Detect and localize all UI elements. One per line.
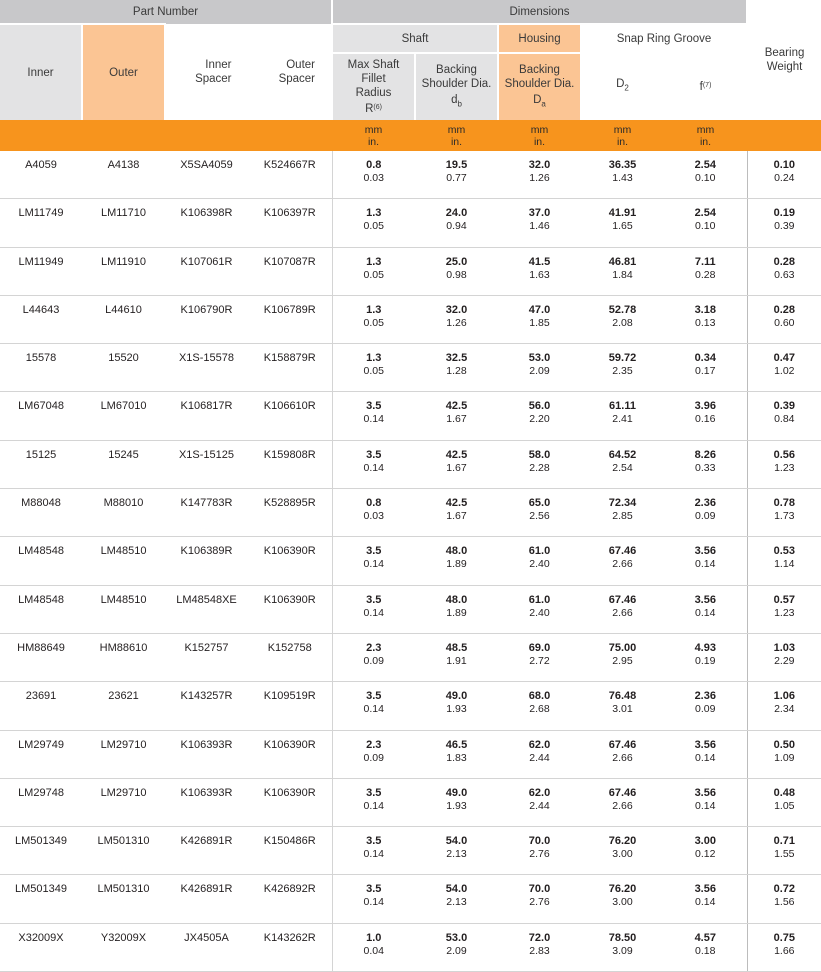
inner-cell: LM11749 <box>0 199 82 247</box>
bearing-weight-cell: 0.39 0.84 <box>747 392 821 440</box>
outer-spacer-cell: K524667R <box>248 151 332 199</box>
inner-cell: 23691 <box>0 682 82 730</box>
fillet-radius-cell: 3.5 0.14 <box>332 392 415 440</box>
inner-spacer-cell: LM48548XE <box>165 585 248 633</box>
table-row <box>0 682 821 730</box>
bearing-weight-cell: 0.28 0.60 <box>747 295 821 343</box>
shaft-backing-cell: 46.5 1.83 <box>415 730 498 778</box>
unit-cell-da: mm in. <box>498 120 581 151</box>
groove-f-cell: 2.36 0.09 <box>664 489 747 537</box>
inner-cell: LM48548 <box>0 585 82 633</box>
groove-d2-cell: 52.78 2.08 <box>581 295 664 343</box>
table-row <box>0 875 821 923</box>
housing-backing-cell: 69.0 2.72 <box>498 633 581 681</box>
inner-cell: A4059 <box>0 151 82 199</box>
outer-cell: LM11910 <box>82 247 165 295</box>
fillet-radius-cell: 1.3 0.05 <box>332 247 415 295</box>
fillet-radius-cell: 2.3 0.09 <box>332 730 415 778</box>
inner-spacer-cell: K426891R <box>165 827 248 875</box>
outer-cell: LM29710 <box>82 730 165 778</box>
unit-cell-r: mm in. <box>332 120 415 151</box>
fillet-radius-cell: 1.3 0.05 <box>332 199 415 247</box>
groove-f-cell: 2.36 0.09 <box>664 682 747 730</box>
table-row <box>0 537 821 585</box>
table-body <box>0 151 821 972</box>
groove-d2-cell: 61.11 2.41 <box>581 392 664 440</box>
outer-spacer-cell: K106390R <box>248 585 332 633</box>
groove-f-cell: 3.96 0.16 <box>664 392 747 440</box>
unit-cell-d2: mm in. <box>581 120 664 151</box>
unit-cell-db: mm in. <box>415 120 498 151</box>
fillet-radius-cell: 1.3 0.05 <box>332 295 415 343</box>
outer-cell: 15245 <box>82 440 165 488</box>
housing-backing-cell: 53.0 2.09 <box>498 344 581 392</box>
shaft-backing-cell: 48.5 1.91 <box>415 633 498 681</box>
table-row <box>0 247 821 295</box>
outer-cell: LM29710 <box>82 778 165 826</box>
inner-cell: 15578 <box>0 344 82 392</box>
inner-spacer-cell: K106393R <box>165 730 248 778</box>
inner-spacer-cell: K106393R <box>165 778 248 826</box>
inner-spacer-cell: K106398R <box>165 199 248 247</box>
groove-d2-cell: 46.81 1.84 <box>581 247 664 295</box>
outer-cell: 15520 <box>82 344 165 392</box>
max-shaft-fillet-header <box>332 53 415 120</box>
bearing-weight-cell: 0.28 0.63 <box>747 247 821 295</box>
groove-d2-cell: 64.52 2.54 <box>581 440 664 488</box>
bearing-weight-label: Bearing Weight <box>764 47 805 73</box>
backing-shoulder-housing-label: Backing Shoulder Dia. <box>504 63 575 90</box>
table-row <box>0 489 821 537</box>
groove-f-cell: 0.34 0.17 <box>664 344 747 392</box>
fillet-radius-cell: 3.5 0.14 <box>332 537 415 585</box>
shaft-backing-cell: 48.0 1.89 <box>415 585 498 633</box>
groove-d2-cell: 72.34 2.85 <box>581 489 664 537</box>
bearing-weight-cell: 0.10 0.24 <box>747 151 821 199</box>
shaft-backing-cell: 32.0 1.26 <box>415 295 498 343</box>
max-shaft-fillet-label: Max Shaft Fillet Radius <box>347 59 400 99</box>
groove-f-cell: 3.56 0.14 <box>664 778 747 826</box>
groove-d2-cell: 36.35 1.43 <box>581 151 664 199</box>
housing-backing-cell: 70.0 2.76 <box>498 827 581 875</box>
housing-backing-cell: 41.5 1.63 <box>498 247 581 295</box>
shaft-header: Shaft <box>332 24 498 53</box>
housing-backing-cell: 68.0 2.68 <box>498 682 581 730</box>
housing-backing-cell: 56.0 2.20 <box>498 392 581 440</box>
outer-spacer-cell: K143262R <box>248 923 332 971</box>
da-symbol: $D_a$ <box>533 93 546 109</box>
inner-spacer-cell: K143257R <box>165 682 248 730</box>
outer-cell: Y32009X <box>82 923 165 971</box>
groove-f-cell: 2.54 0.10 <box>664 199 747 247</box>
shaft-backing-cell: 24.0 0.94 <box>415 199 498 247</box>
r-symbol: $R^{(6)}$ <box>365 103 382 115</box>
groove-d2-cell: 78.50 3.09 <box>581 923 664 971</box>
table-row <box>0 440 821 488</box>
table-row <box>0 923 821 971</box>
groove-f-cell: 3.00 0.12 <box>664 827 747 875</box>
outer-spacer-cell: K106390R <box>248 778 332 826</box>
d2-header: $D_2$ <box>581 53 664 120</box>
inner-cell: LM48548 <box>0 537 82 585</box>
groove-f-cell: 4.57 0.18 <box>664 923 747 971</box>
inner-spacer-cell: K147783R <box>165 489 248 537</box>
outer-spacer-cell: K158879R <box>248 344 332 392</box>
housing-backing-cell: 62.0 2.44 <box>498 730 581 778</box>
outer-spacer-header <box>248 24 332 120</box>
inner-spacer-header <box>165 24 248 120</box>
fillet-radius-cell: 3.5 0.14 <box>332 682 415 730</box>
inner-spacer-cell: K106389R <box>165 537 248 585</box>
housing-backing-cell: 65.0 2.56 <box>498 489 581 537</box>
bearing-weight-cell: 0.50 1.09 <box>747 730 821 778</box>
fillet-radius-cell: 3.5 0.14 <box>332 827 415 875</box>
groove-d2-cell: 76.20 3.00 <box>581 827 664 875</box>
outer-spacer-label: Outer Spacer <box>278 59 315 85</box>
groove-d2-cell: 67.46 2.66 <box>581 730 664 778</box>
outer-spacer-cell: K152758 <box>248 633 332 681</box>
fillet-radius-cell: 3.5 0.14 <box>332 585 415 633</box>
bearing-weight-cell: 0.48 1.05 <box>747 778 821 826</box>
inner-cell: LM501349 <box>0 827 82 875</box>
bearing-weight-cell: 1.06 2.34 <box>747 682 821 730</box>
outer-spacer-cell: K106789R <box>248 295 332 343</box>
table-row <box>0 344 821 392</box>
fillet-radius-cell: 3.5 0.14 <box>332 778 415 826</box>
inner-spacer-cell: K107061R <box>165 247 248 295</box>
bearing-weight-cell: 0.47 1.02 <box>747 344 821 392</box>
table-row <box>0 151 821 199</box>
fillet-radius-cell: 0.8 0.03 <box>332 489 415 537</box>
inner-cell: LM29749 <box>0 730 82 778</box>
housing-backing-cell: 70.0 2.76 <box>498 875 581 923</box>
inner-cell: HM88649 <box>0 633 82 681</box>
housing-backing-cell: 61.0 2.40 <box>498 585 581 633</box>
dimensions-header: Dimensions <box>332 0 747 24</box>
groove-f-cell: 3.56 0.14 <box>664 537 747 585</box>
inner-header: Inner <box>0 24 82 120</box>
fillet-radius-cell: 1.3 0.05 <box>332 344 415 392</box>
bearing-weight-cell: 0.75 1.66 <box>747 923 821 971</box>
outer-spacer-cell: K150486R <box>248 827 332 875</box>
outer-cell: LM501310 <box>82 875 165 923</box>
table-row <box>0 199 821 247</box>
table-row <box>0 778 821 826</box>
fillet-radius-cell: 0.8 0.03 <box>332 151 415 199</box>
bearing-weight-cell: 0.56 1.23 <box>747 440 821 488</box>
housing-backing-cell: 58.0 2.28 <box>498 440 581 488</box>
outer-cell: HM88610 <box>82 633 165 681</box>
bearing-weight-cell: 0.78 1.73 <box>747 489 821 537</box>
inner-spacer-cell: K106817R <box>165 392 248 440</box>
shaft-backing-cell: 42.5 1.67 <box>415 440 498 488</box>
housing-backing-cell: 62.0 2.44 <box>498 778 581 826</box>
outer-cell: LM48510 <box>82 537 165 585</box>
groove-f-cell: 8.26 0.33 <box>664 440 747 488</box>
snap-ring-groove-header: Snap Ring Groove <box>581 24 747 53</box>
shaft-backing-cell: 19.5 0.77 <box>415 151 498 199</box>
inner-spacer-cell: K152757 <box>165 633 248 681</box>
outer-spacer-cell: K426892R <box>248 875 332 923</box>
db-symbol: $d_b$ <box>451 93 462 109</box>
housing-backing-cell: 32.0 1.26 <box>498 151 581 199</box>
inner-cell: 15125 <box>0 440 82 488</box>
unit-cell-f: mm in. <box>664 120 747 151</box>
shaft-backing-cell: 42.5 1.67 <box>415 489 498 537</box>
backing-shoulder-housing-header <box>498 53 581 120</box>
groove-f-cell: 7.11 0.28 <box>664 247 747 295</box>
bearing-weight-cell: 0.71 1.55 <box>747 827 821 875</box>
groove-f-cell: 3.56 0.14 <box>664 730 747 778</box>
outer-cell: L44610 <box>82 295 165 343</box>
fillet-radius-cell: 1.0 0.04 <box>332 923 415 971</box>
shaft-backing-cell: 25.0 0.98 <box>415 247 498 295</box>
outer-spacer-cell: K528895R <box>248 489 332 537</box>
inner-spacer-cell: X1S-15125 <box>165 440 248 488</box>
bearing-weight-cell: 0.57 1.23 <box>747 585 821 633</box>
groove-f-cell: 3.56 0.14 <box>664 875 747 923</box>
table-row <box>0 633 821 681</box>
inner-spacer-cell: K426891R <box>165 875 248 923</box>
shaft-backing-cell: 32.5 1.28 <box>415 344 498 392</box>
outer-cell: 23621 <box>82 682 165 730</box>
housing-backing-cell: 72.0 2.83 <box>498 923 581 971</box>
inner-spacer-cell: JX4505A <box>165 923 248 971</box>
groove-f-cell: 3.18 0.13 <box>664 295 747 343</box>
backing-shoulder-shaft-header <box>415 53 498 120</box>
outer-cell: LM501310 <box>82 827 165 875</box>
table-row <box>0 295 821 343</box>
table-row <box>0 827 821 875</box>
units-row <box>0 120 821 151</box>
groove-f-cell: 3.56 0.14 <box>664 585 747 633</box>
fillet-radius-cell: 3.5 0.14 <box>332 440 415 488</box>
backing-shoulder-shaft-label: Backing Shoulder Dia. <box>421 63 492 90</box>
groove-d2-cell: 67.46 2.66 <box>581 778 664 826</box>
inner-cell: X32009X <box>0 923 82 971</box>
housing-backing-cell: 47.0 1.85 <box>498 295 581 343</box>
bearing-weight-cell: 1.03 2.29 <box>747 633 821 681</box>
groove-d2-cell: 41.91 1.65 <box>581 199 664 247</box>
bearing-weight-cell: 0.53 1.14 <box>747 537 821 585</box>
shaft-backing-cell: 54.0 2.13 <box>415 827 498 875</box>
outer-spacer-cell: K107087R <box>248 247 332 295</box>
bearing-weight-cell: 0.19 0.39 <box>747 199 821 247</box>
outer-cell: LM48510 <box>82 585 165 633</box>
table-row <box>0 392 821 440</box>
inner-cell: M88048 <box>0 489 82 537</box>
groove-d2-cell: 76.48 3.01 <box>581 682 664 730</box>
housing-header: Housing <box>498 24 581 53</box>
shaft-backing-cell: 49.0 1.93 <box>415 778 498 826</box>
outer-header: Outer <box>82 24 165 120</box>
outer-cell: A4138 <box>82 151 165 199</box>
groove-d2-cell: 75.00 2.95 <box>581 633 664 681</box>
groove-d2-cell: 59.72 2.35 <box>581 344 664 392</box>
table-row <box>0 585 821 633</box>
inner-spacer-cell: X1S-15578 <box>165 344 248 392</box>
groove-d2-cell: 76.20 3.00 <box>581 875 664 923</box>
bearing-weight-header <box>747 0 821 120</box>
outer-spacer-cell: K106390R <box>248 537 332 585</box>
outer-cell: M88010 <box>82 489 165 537</box>
groove-d2-cell: 67.46 2.66 <box>581 585 664 633</box>
groove-f-cell: 2.54 0.10 <box>664 151 747 199</box>
inner-spacer-cell: K106790R <box>165 295 248 343</box>
outer-spacer-cell: K159808R <box>248 440 332 488</box>
shaft-backing-cell: 53.0 2.09 <box>415 923 498 971</box>
outer-spacer-cell: K106610R <box>248 392 332 440</box>
shaft-backing-cell: 49.0 1.93 <box>415 682 498 730</box>
inner-cell: L44643 <box>0 295 82 343</box>
f-header: $f^{(7)}$ <box>664 53 747 120</box>
housing-backing-cell: 61.0 2.40 <box>498 537 581 585</box>
inner-cell: LM501349 <box>0 875 82 923</box>
outer-spacer-cell: K106390R <box>248 730 332 778</box>
bearing-weight-cell: 0.72 1.56 <box>747 875 821 923</box>
groove-f-cell: 4.93 0.19 <box>664 633 747 681</box>
shaft-backing-cell: 54.0 2.13 <box>415 875 498 923</box>
inner-cell: LM29748 <box>0 778 82 826</box>
shaft-backing-cell: 42.5 1.67 <box>415 392 498 440</box>
fillet-radius-cell: 2.3 0.09 <box>332 633 415 681</box>
housing-backing-cell: 37.0 1.46 <box>498 199 581 247</box>
inner-cell: LM67048 <box>0 392 82 440</box>
fillet-radius-cell: 3.5 0.14 <box>332 875 415 923</box>
groove-d2-cell: 67.46 2.66 <box>581 537 664 585</box>
outer-cell: LM67010 <box>82 392 165 440</box>
outer-spacer-cell: K109519R <box>248 682 332 730</box>
shaft-backing-cell: 48.0 1.89 <box>415 537 498 585</box>
part-number-header: Part Number <box>0 0 332 24</box>
table-row <box>0 730 821 778</box>
inner-spacer-cell: X5SA4059 <box>165 151 248 199</box>
inner-cell: LM11949 <box>0 247 82 295</box>
inner-spacer-label: Inner Spacer <box>195 59 232 85</box>
outer-spacer-cell: K106397R <box>248 199 332 247</box>
outer-cell: LM11710 <box>82 199 165 247</box>
